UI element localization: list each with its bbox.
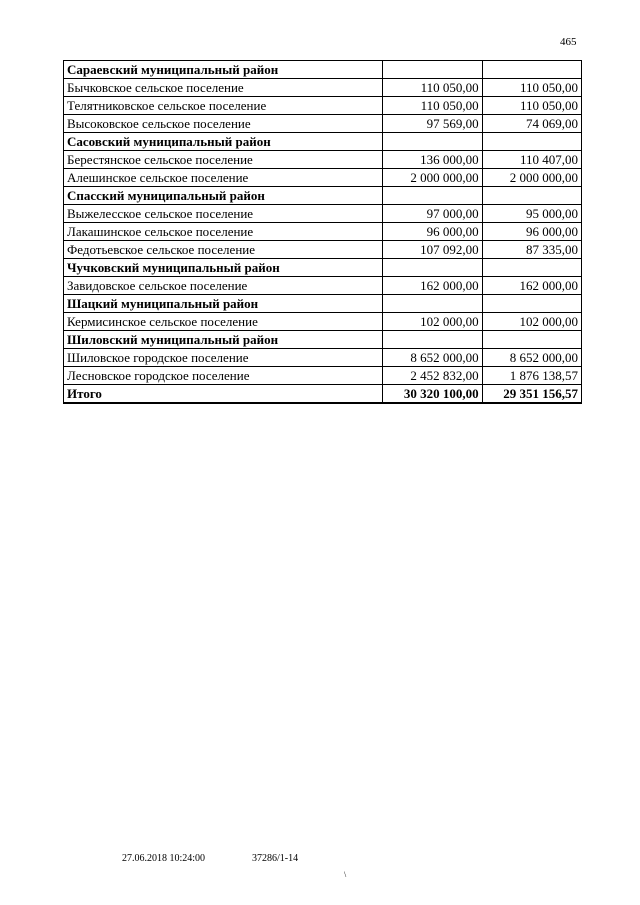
total-row [64, 385, 582, 404]
amount-planned-cell: 162 000,00 [383, 277, 482, 295]
settlement-row [64, 277, 582, 295]
settlement-row [64, 223, 582, 241]
amount-planned-cell [383, 259, 482, 277]
district-header-row [64, 133, 582, 151]
district-header-row [64, 61, 582, 79]
amount-actual-cell: 110 407,00 [482, 151, 581, 169]
total-amount-cell: 30 320 100,00 [383, 385, 482, 404]
row-name-cell: Спасский муниципальный район [64, 187, 383, 205]
settlement-row [64, 151, 582, 169]
district-header-row [64, 295, 582, 313]
settlement-row [64, 97, 582, 115]
row-name-cell: Бычковское сельское поселение [64, 79, 383, 97]
amount-planned-cell: 2 452 832,00 [383, 367, 482, 385]
amount-actual-cell: 95 000,00 [482, 205, 581, 223]
total-label-cell: Итого [64, 385, 383, 404]
amount-planned-cell: 8 652 000,00 [383, 349, 482, 367]
amount-planned-cell [383, 61, 482, 79]
settlement-row [64, 313, 582, 331]
row-name-cell: Лесновское городское поселение [64, 367, 383, 385]
total-amount-cell: 29 351 156,57 [482, 385, 581, 404]
row-name-cell: Телятниковское сельское поселение [64, 97, 383, 115]
settlement-row [64, 241, 582, 259]
amount-planned-cell [383, 295, 482, 313]
amount-actual-cell: 110 050,00 [482, 79, 581, 97]
row-name-cell: Шиловский муниципальный район [64, 331, 383, 349]
district-header-row [64, 331, 582, 349]
amount-planned-cell: 110 050,00 [383, 79, 482, 97]
budget-table [63, 60, 582, 404]
amount-planned-cell: 97 569,00 [383, 115, 482, 133]
amount-planned-cell: 110 050,00 [383, 97, 482, 115]
amount-actual-cell: 1 876 138,57 [482, 367, 581, 385]
settlement-row [64, 79, 582, 97]
amount-actual-cell [482, 295, 581, 313]
district-header-row [64, 187, 582, 205]
amount-planned-cell: 136 000,00 [383, 151, 482, 169]
amount-actual-cell: 74 069,00 [482, 115, 581, 133]
row-name-cell: Высоковское сельское поселение [64, 115, 383, 133]
amount-actual-cell [482, 61, 581, 79]
amount-planned-cell: 2 000 000,00 [383, 169, 482, 187]
amount-actual-cell: 110 050,00 [482, 97, 581, 115]
row-name-cell: Сасовский муниципальный район [64, 133, 383, 151]
amount-actual-cell: 8 652 000,00 [482, 349, 581, 367]
amount-actual-cell [482, 133, 581, 151]
footer-document-code: 37286/1-14 [252, 853, 299, 864]
amount-planned-cell [383, 187, 482, 205]
row-name-cell: Алешинское сельское поселение [64, 169, 383, 187]
page-number: 465 [560, 36, 577, 48]
settlement-row [64, 169, 582, 187]
row-name-cell: Федотьевское сельское поселение [64, 241, 383, 259]
amount-planned-cell [383, 133, 482, 151]
row-name-cell: Шацкий муниципальный район [64, 295, 383, 313]
row-name-cell: Сараевский муниципальный район [64, 61, 383, 79]
row-name-cell: Кермисинское сельское поселение [64, 313, 383, 331]
row-name-cell: Чучковский муниципальный район [64, 259, 383, 277]
footer-mark: \ [344, 870, 347, 879]
district-header-row [64, 259, 582, 277]
amount-planned-cell: 96 000,00 [383, 223, 482, 241]
row-name-cell: Берестянское сельское поселение [64, 151, 383, 169]
settlement-row [64, 349, 582, 367]
amount-planned-cell: 102 000,00 [383, 313, 482, 331]
row-name-cell: Шиловское городское поселение [64, 349, 383, 367]
settlement-row [64, 367, 582, 385]
settlement-row [64, 205, 582, 223]
amount-actual-cell [482, 331, 581, 349]
settlement-row [64, 115, 582, 133]
row-name-cell: Лакашинское сельское поселение [64, 223, 383, 241]
row-name-cell: Выжелесское сельское поселение [64, 205, 383, 223]
amount-planned-cell [383, 331, 482, 349]
amount-actual-cell [482, 259, 581, 277]
amount-actual-cell: 102 000,00 [482, 313, 581, 331]
amount-actual-cell: 162 000,00 [482, 277, 581, 295]
table-body [64, 61, 582, 404]
amount-actual-cell [482, 187, 581, 205]
amount-planned-cell: 107 092,00 [383, 241, 482, 259]
amount-actual-cell: 96 000,00 [482, 223, 581, 241]
amount-actual-cell: 2 000 000,00 [482, 169, 581, 187]
row-name-cell: Завидовское сельское поселение [64, 277, 383, 295]
amount-actual-cell: 87 335,00 [482, 241, 581, 259]
amount-planned-cell: 97 000,00 [383, 205, 482, 223]
footer-date: 27.06.2018 10:24:00 [122, 853, 206, 864]
